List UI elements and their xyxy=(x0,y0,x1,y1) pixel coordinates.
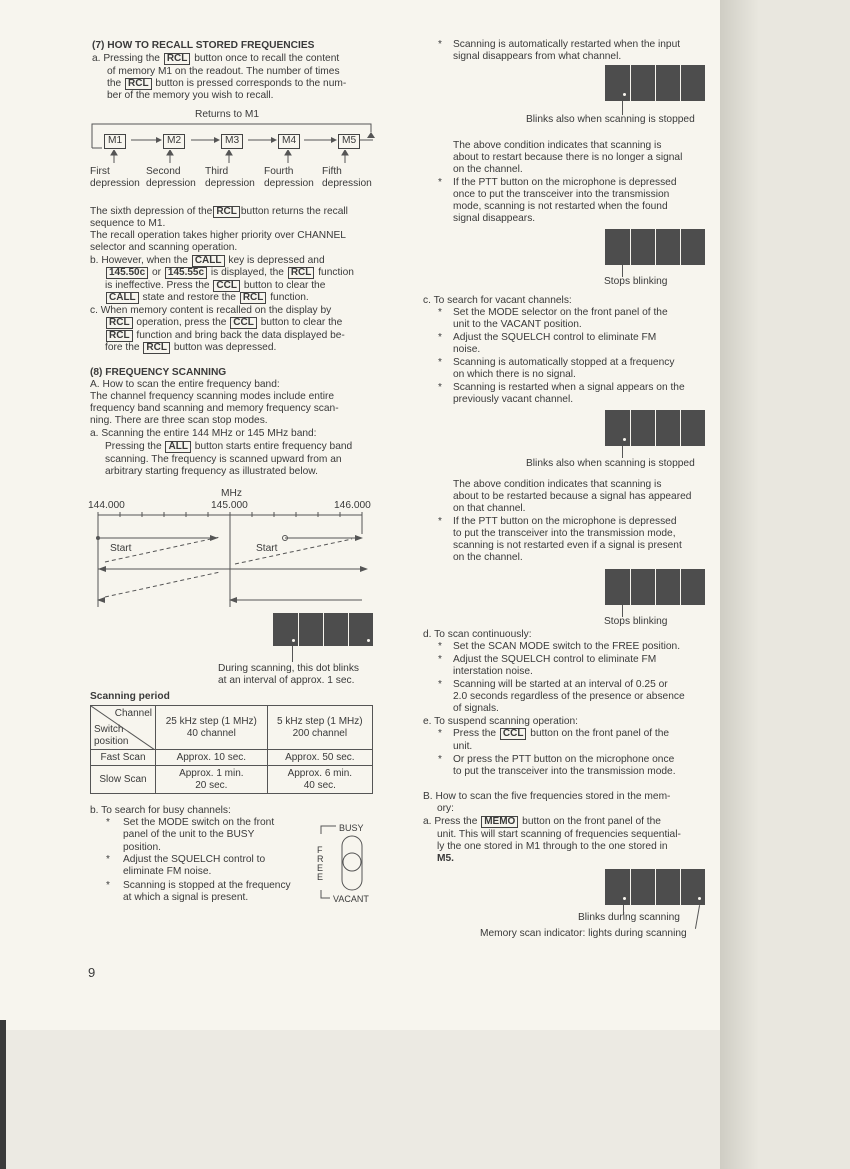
text-line: The above condition indicates that scanning is xyxy=(453,140,662,151)
text-line: d. To scan continuously: xyxy=(423,629,532,640)
switch-vacant-label: VACANT xyxy=(333,894,369,904)
text-line: about to be restarted because a signal has appeared xyxy=(453,491,692,502)
text-line: B. How to scan the five frequencies stored in the mem- xyxy=(423,791,671,802)
ccl-key: CCL xyxy=(500,728,527,740)
display-readout xyxy=(605,229,705,265)
text-line: arbitrary starting frequency as illustrated below. xyxy=(105,466,318,477)
text-line: Set the SCAN MODE switch to the FREE position. xyxy=(453,641,681,652)
text-line: RCL operation, press the CCL button to clear the xyxy=(105,317,342,330)
text-line: on that channel. xyxy=(453,503,526,514)
text-line: c. To search for vacant channels: xyxy=(423,295,572,306)
page-number: 9 xyxy=(88,965,96,980)
text-line: Set the MODE selector on the front panel of the xyxy=(453,307,668,318)
text-line: a. Pressing the RCL button once to recall the content xyxy=(92,53,340,64)
text-line: scanning. The frequency is scanned upward from an xyxy=(105,454,342,465)
text-line: The recall operation takes higher priority over CHANNEL xyxy=(90,230,346,241)
text-line: M5. xyxy=(437,853,454,864)
text-line: sequence to M1. xyxy=(90,218,166,229)
text-line: Scanning is stopped at the frequency xyxy=(123,880,291,891)
text-line: noise. xyxy=(453,344,481,355)
mhz-label: MHz xyxy=(221,488,242,499)
text-line: unit. xyxy=(453,741,473,752)
memory-box-m5: M5 xyxy=(338,134,360,149)
text-line: Pressing the ALL button starts entire frequency band xyxy=(105,441,353,452)
text-line: RCL function and bring back the data displayed be- xyxy=(105,330,345,343)
binding-edge xyxy=(0,1020,6,1169)
display-readout xyxy=(605,410,705,446)
text-line: once to put the transceiver into the transmission xyxy=(453,189,670,200)
text-line: e. To suspend scanning operation: xyxy=(423,716,578,727)
section-7-title: (7) HOW TO RECALL STORED FREQUENCIES xyxy=(92,40,315,51)
display-readout xyxy=(605,569,705,605)
text-line: signal disappears from what channel. xyxy=(453,51,622,62)
table-row: Slow Scan Approx. 1 min. 20 sec. Approx. 6 min. 40 sec. xyxy=(91,766,373,794)
text-line: If the PTT button on the microphone is depressed xyxy=(453,177,677,188)
text-line: the RCL button is pressed corresponds to the num- xyxy=(107,78,347,89)
text-line: panel of the unit to the BUSY xyxy=(123,829,255,840)
depression-label: depression xyxy=(322,178,372,189)
caption: Blinks also when scanning is stopped xyxy=(526,458,695,469)
text-line: ber of the memory you wish to recall. xyxy=(107,90,274,101)
text-line: fore the RCL button was depressed. xyxy=(105,342,277,353)
text-line: position. xyxy=(123,842,161,853)
scan-background-bottom xyxy=(0,1030,720,1169)
text-line: eliminate FM noise. xyxy=(123,866,212,877)
text-line: signal disappears. xyxy=(453,213,536,224)
text-line: Or press the PTT button on the microphone once xyxy=(453,754,675,765)
depression-label: Third xyxy=(205,166,229,177)
returns-label: Returns to M1 xyxy=(195,109,259,120)
freq-key: 145.55c xyxy=(165,267,207,279)
text-line: selector and scanning operation. xyxy=(90,242,238,253)
text-line: A. How to scan the entire frequency band: xyxy=(90,379,280,390)
text-line: interstation noise. xyxy=(453,666,533,677)
start-label: Start xyxy=(256,543,278,554)
table-row: Fast Scan Approx. 10 sec. Approx. 50 sec. xyxy=(91,750,373,766)
depression-label: Fourth xyxy=(264,166,294,177)
all-key: ALL xyxy=(165,441,190,453)
text-line: unit. This will start scanning of frequencies sequential- xyxy=(437,829,681,840)
rcl-key: RCL xyxy=(213,206,240,218)
text-line: b. To search for busy channels: xyxy=(90,805,231,816)
display-readout xyxy=(605,869,705,905)
text-line: Adjust the SQUELCH control to xyxy=(123,854,266,865)
rcl-key: RCL xyxy=(106,317,133,329)
memo-key: MEMO xyxy=(481,816,518,828)
switch-busy-label: BUSY xyxy=(339,823,364,833)
memory-scan-indicator xyxy=(698,897,701,900)
ccl-key: CCL xyxy=(230,317,257,329)
text-line: ning. There are three scan stop modes. xyxy=(90,415,268,426)
text-line: Press the CCL button on the front panel of the xyxy=(453,728,670,739)
text-line: Adjust the SQUELCH control to eliminate FM xyxy=(453,654,657,665)
text-line: The above condition indicates that scanning is xyxy=(453,479,662,490)
display-readout xyxy=(273,613,373,646)
rcl-key: RCL xyxy=(106,330,133,342)
caption: at an interval of approx. 1 sec. xyxy=(218,675,355,686)
depression-label: Fifth xyxy=(322,166,342,177)
caption: Stops blinking xyxy=(604,616,668,627)
depression-arrows xyxy=(100,150,360,164)
scanning-period-table xyxy=(90,705,373,794)
text-line: is ineffective. Press the CCL button to clear the xyxy=(105,280,326,291)
freq-label: 146.000 xyxy=(334,500,371,511)
text-line: of memory M1 on the readout. The number of times xyxy=(107,66,340,77)
caption: Stops blinking xyxy=(604,276,668,287)
depression-label: depression xyxy=(205,178,255,189)
text-line: The sixth depression of the RCL button returns the recall xyxy=(90,206,348,217)
display-readout xyxy=(605,65,705,101)
text-line: Scanning is automatically restarted when the input xyxy=(453,39,681,50)
call-key: CALL xyxy=(106,292,139,304)
text-line: CALL state and restore the RCL function. xyxy=(105,292,309,305)
text-line: c. When memory content is recalled on the display by xyxy=(90,305,332,316)
text-line: Scanning is automatically stopped at a frequency xyxy=(453,357,675,368)
text-line: Set the MODE switch on the front xyxy=(123,817,275,828)
call-key: CALL xyxy=(192,255,225,267)
memory-box-m1: M1 xyxy=(104,134,126,149)
frequency-scan-diagram xyxy=(90,512,380,612)
memory-box-m3: M3 xyxy=(221,134,243,149)
section-8-title: (8) FREQUENCY SCANNING xyxy=(90,367,227,378)
text-line: about to restart because there is no longer a signal xyxy=(453,152,683,163)
text-line: a. Press the MEMO button on the front panel of the xyxy=(423,816,661,827)
depression-label: depression xyxy=(264,178,314,189)
memory-box-m2: M2 xyxy=(163,134,185,149)
rcl-key: RCL xyxy=(143,342,170,354)
text-line: Scanning will be started at an interval of 0.25 or xyxy=(453,679,668,690)
start-label: Start xyxy=(110,543,132,554)
caption: During scanning, this dot blinks xyxy=(218,663,360,674)
text-line: to put the transceiver into the transmission mode. xyxy=(453,766,676,777)
text-line: b. However, when the CALL key is depressed and xyxy=(90,255,325,266)
text-line: 145.50c or 145.55c is displayed, the RCL function xyxy=(105,267,354,280)
table-corner: Channel Switch position xyxy=(91,706,156,750)
text-line: 2.0 seconds regardless of the presence or absence xyxy=(453,691,685,702)
text-line: on which there is no signal. xyxy=(453,369,576,380)
text-line: Adjust the SQUELCH control to eliminate FM xyxy=(453,332,657,343)
text-line: ly the one stored in M1 through to the one stored in xyxy=(437,841,668,852)
rcl-key: RCL xyxy=(240,292,267,304)
memory-box-m4: M4 xyxy=(278,134,300,149)
depression-label: Second xyxy=(146,166,181,177)
text-line: The channel frequency scanning modes include entire xyxy=(90,391,335,402)
freq-label: 145.000 xyxy=(211,500,248,511)
rcl-key: RCL xyxy=(125,78,152,90)
depression-label: depression xyxy=(146,178,196,189)
caption: Memory scan indicator: lights during scanning xyxy=(480,928,687,939)
switch-free-label: F R E E xyxy=(317,845,324,882)
table-header: 5 kHz step (1 MHz) 200 channel xyxy=(267,706,372,750)
freq-key: 145.50c xyxy=(106,267,148,279)
text-line: frequency band scanning and memory frequency scan- xyxy=(90,403,339,414)
depression-label: depression xyxy=(90,178,140,189)
text-line: ory: xyxy=(437,803,454,814)
text-line: unit to the VACANT position. xyxy=(453,319,582,330)
text-line: on the channel. xyxy=(453,164,523,175)
text-line: mode, scanning is not restarted when the found xyxy=(453,201,668,212)
text-line: to put the transceiver into the transmission mode, xyxy=(453,528,676,539)
text-line: scanning is not restarted even if a signal is present xyxy=(453,540,682,551)
ccl-key: CCL xyxy=(213,280,240,292)
table-title: Scanning period xyxy=(90,691,170,702)
text-line: If the PTT button on the microphone is depressed xyxy=(453,516,677,527)
text-line: Scanning is restarted when a signal appears on the xyxy=(453,382,685,393)
text-line: of signals. xyxy=(453,703,499,714)
text-line: previously vacant channel. xyxy=(453,394,574,405)
scan-dot-indicator xyxy=(292,639,295,642)
rcl-key: RCL xyxy=(164,53,191,65)
scan-background-right xyxy=(720,0,850,1169)
caption: Blinks also when scanning is stopped xyxy=(526,114,695,125)
caption: Blinks during scanning xyxy=(578,912,680,923)
text-line: at which a signal is present. xyxy=(123,892,249,903)
freq-label: 144.000 xyxy=(88,500,125,511)
rcl-key: RCL xyxy=(288,267,315,279)
depression-label: First xyxy=(90,166,110,177)
text-line: on the channel. xyxy=(453,552,523,563)
table-header: 25 kHz step (1 MHz) 40 channel xyxy=(156,706,268,750)
text-line: a. Scanning the entire 144 MHz or 145 MHz band: xyxy=(90,428,317,439)
